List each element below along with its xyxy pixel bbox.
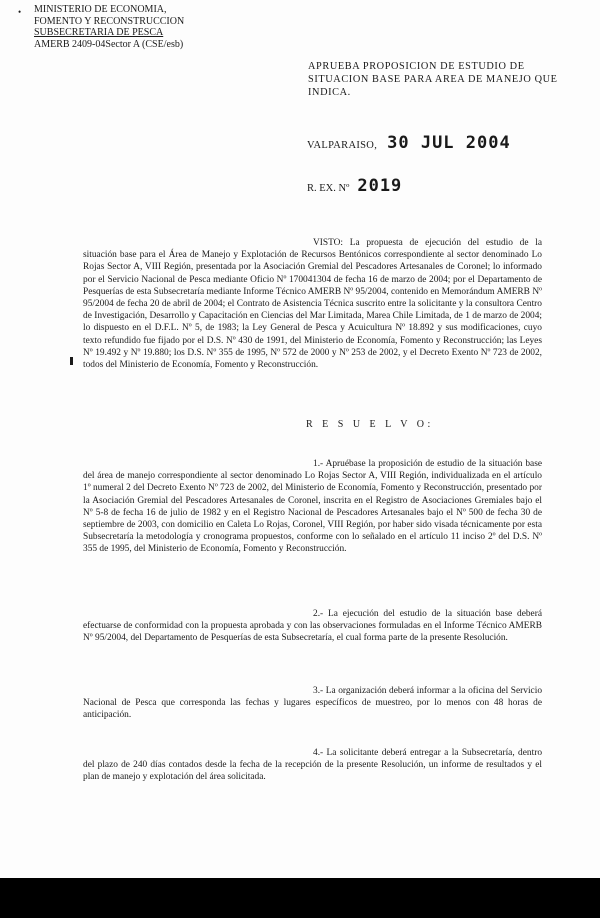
resolution-number — [307, 176, 402, 196]
resuelvo-heading: R E S U E L V O: — [306, 419, 434, 430]
point-text: La ejecución del estudio de la situación base deberá efectuarse de conformidad con la propuesta aprobada y con las observaciones formuladas en el Informe Técnico AMERB Nº 95/2004, del Departamento de Pesquerías de esta Subsecretaría, el cual forma parte de la presente Resolución. — [83, 609, 542, 644]
point-text: La organización deberá informar a la oficina del Servicio Nacional de Pesca que corresponda las fechas y lugares específicos de muestreo, por lo menos con 48 horas de anticipación. — [83, 686, 543, 721]
point-text: La solicitante deberá entregar a la Subsecretaría, dentro del plazo de 240 días contados desde la fecha de la recepción de la presente Resolución, un informe de resultados y el plan de manejo y explotación del área solicitada. — [83, 748, 543, 783]
subject-heading: APRUEBA PROPOSICION DE ESTUDIO DE SITUACION BASE PARA AREA DE MANEJO QUE INDICA. — [308, 61, 558, 98]
letterhead — [34, 4, 184, 50]
visto-text: La propuesta de ejecución del estudio de la situación base para el Área de Manejo y Explotación de Recursos Bentónicos correspondiente al sector denominado Lo Rojas Sector A, VIII Región, presentada por la Asociación Gremial del Pescadores Artesanales de Coronel; lo informado por el Servicio Nacional de Pesca mediante Oficio Nº 170041304 de fecha 16 de marzo de 2004; por el Departamento de Pesquerías de esta Subsecretaría mediante Informe Técnico AMERB Nº 95/2004, contenido en Memorándum AMERB Nº 95/2004 de fecha 20 de abril de 2004; el Contrato de Asistencia Técnica suscrito entre la solicitante y la consultora Centro de Investigación, Desarrollo y Capacitación en Ciencias del Mar Limitada, Marea Chile Limitada, de 1 de marzo de 2004; lo dispuesto en el D.F.L. Nº 5, de 1983; la Ley General de Pesca y Acuicultura Nº 18.892 y sus modificaciones, cuyo texto refundido fue fijado por el D.S. Nº 430 de 1991, del Ministerio de Economía, Fomento y Reconstrucción; las Leyes Nº 19.492 y Nº 19.880; los D.S. Nº 355 de 1995, Nº 572 de 2000 y Nº 253 de 2002, y el Decreto Exento Nº 723 de 2002, todos del Ministerio de Economía, Fomento y Reconstrucción. — [83, 238, 543, 371]
point-number: 4.- — [313, 748, 324, 758]
point-2 — [83, 608, 542, 645]
letterhead-fomento: FOMENTO Y RECONSTRUCCION — [34, 15, 185, 27]
place-date — [307, 133, 511, 153]
margin-tick — [70, 357, 73, 365]
letterhead-reference: AMERB 2409-04Sector A (CSE/esb) — [34, 38, 184, 50]
resolution-value: 2019 — [357, 176, 403, 196]
date-stamp: 30 JUL 2004 — [387, 133, 511, 153]
point-text: Apruébase la proposición de estudio de la situación base del área de manejo correspondiente al sector denominado Lo Rojas Sector A, VIII Región, individualizada en el artículo 1º numeral 2 del Decreto Exento Nº 723 de 2002, del Ministerio de Economía, Fomento y Reconstrucción, presentado por la Asociación Gremial del Pescadores Artesanales de Coronel, inscrita en el Registro de Asociaciones Gremiales bajo el Nº 5-8 de fecha 16 de julio de 1982 y en el Registro Nacional de Pescadores Artesanales bajo el Nº 500 de fecha 30 de septiembre de 2003, con domicilio en Caleta Lo Rojas, Coronel, VIII Región, por haber sido visada técnicamente por esta Subsecretaría la metodología y cronograma propuestos, conforme con lo señalado en el artículo 11 inciso 2º del D.S. Nº 355 de 1995, del Ministerio de Economía, Fomento y Reconstrucción. — [83, 459, 543, 555]
visto-lead: VISTO: — [313, 238, 344, 248]
point-number: 2.- — [313, 609, 324, 619]
letterhead-ministry: MINISTERIO DE ECONOMIA, — [34, 4, 167, 15]
margin-mark: • — [18, 7, 22, 17]
point-4 — [83, 747, 542, 784]
point-1 — [83, 458, 542, 556]
letterhead-subsecretaria: SUBSECRETARIA DE PESCA — [34, 27, 164, 38]
visto-paragraph — [83, 237, 542, 371]
bottom-bar — [0, 878, 600, 918]
point-number: 3.- — [313, 686, 324, 696]
point-number: 1.- — [313, 459, 324, 469]
resolution-label: R. EX. Nº — [307, 183, 350, 194]
place: VALPARAISO, — [307, 140, 378, 151]
point-3 — [83, 685, 542, 722]
